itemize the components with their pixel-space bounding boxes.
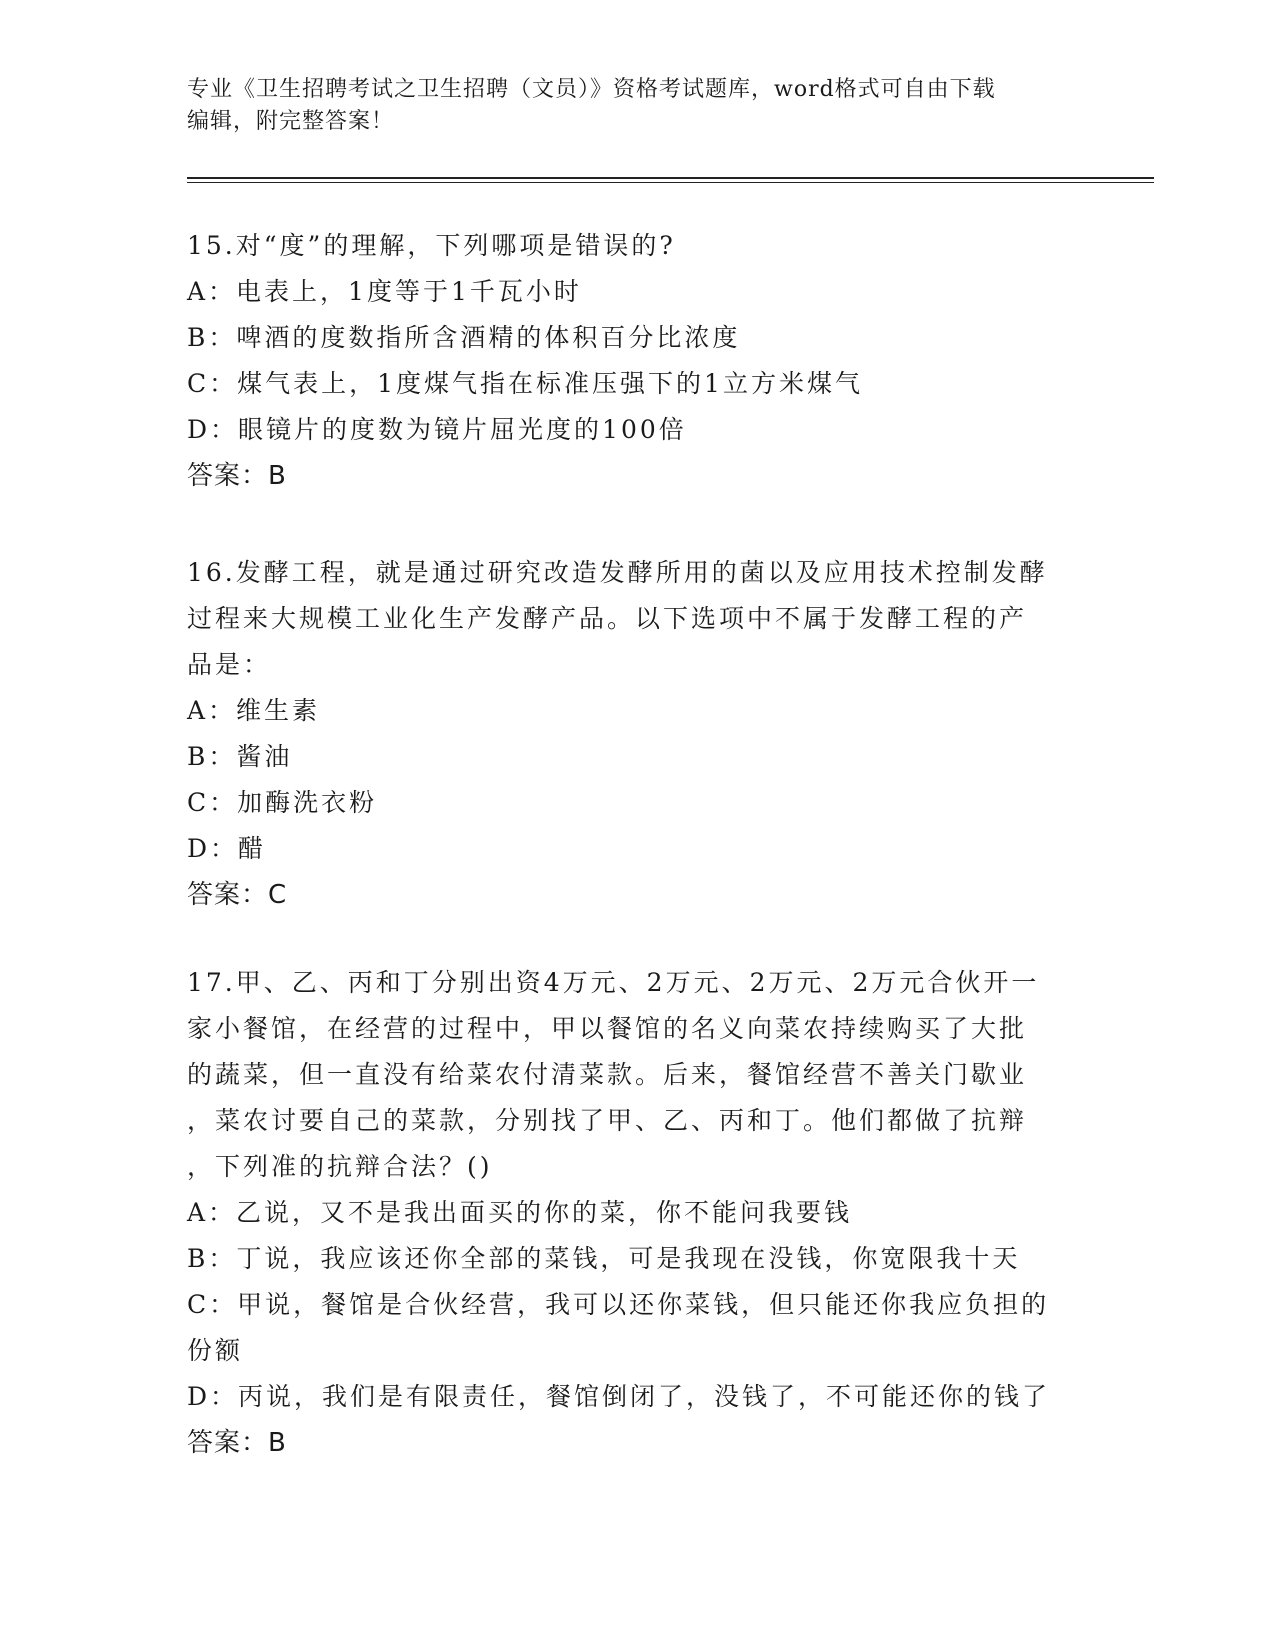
question-stem: 15.对“度”的理解，下列哪项是错误的? xyxy=(187,231,676,260)
header-divider xyxy=(187,177,1154,183)
option-c: C：甲说，餐馆是合伙经营，我可以还你菜钱，但只能还你我应负担的 xyxy=(187,1290,1050,1319)
option-b: B：啤酒的度数指所含酒精的体积百分比浓度 xyxy=(187,323,741,352)
question-stem-line: ，下列准的抗辩合法？() xyxy=(187,1152,493,1181)
option-c: C：加酶洗衣粉 xyxy=(187,788,378,817)
question-stem-line: 过程来大规模工业化生产发酵产品。以下选项中不属于发酵工程的产 xyxy=(187,604,1028,633)
option-d: D：醋 xyxy=(187,834,267,863)
question-15 xyxy=(187,223,1087,499)
question-17 xyxy=(187,960,1087,1466)
answer: 答案：C xyxy=(187,880,288,910)
option-b: B：丁说，我应该还你全部的菜钱，可是我现在没钱，你宽限我十天 xyxy=(187,1244,1021,1273)
answer: 答案：B xyxy=(187,1428,287,1458)
option-a: A：电表上，1度等于1千瓦小时 xyxy=(187,277,582,306)
option-c: C：煤气表上，1度煤气指在标准压强下的1立方米煤气 xyxy=(187,369,863,398)
answer: 答案：B xyxy=(187,461,287,491)
header-line-1: 专业《卫生招聘考试之卫生招聘（文员）》资格考试题库，word格式可自由下载 xyxy=(187,77,996,102)
question-stem-line: 17.甲、乙、丙和丁分别出资4万元、2万元、2万元、2万元合伙开一 xyxy=(187,968,1040,997)
option-c-continued: 份额 xyxy=(187,1336,244,1365)
question-stem-line: 品是： xyxy=(187,650,272,679)
option-d: D：眼镜片的度数为镜片屈光度的100倍 xyxy=(187,415,687,444)
option-b: B：酱油 xyxy=(187,742,293,771)
question-16 xyxy=(187,550,1087,918)
question-stem-line: ，菜农讨要自己的菜款，分别找了甲、乙、丙和丁。他们都做了抗辩 xyxy=(187,1106,1028,1135)
document-header xyxy=(187,74,1087,138)
question-stem-line: 16.发酵工程，就是通过研究改造发酵所用的菌以及应用技术控制发酵 xyxy=(187,558,1048,587)
question-stem-line: 家小餐馆，在经营的过程中，甲以餐馆的名义向菜农持续购买了大批 xyxy=(187,1014,1028,1043)
option-a: A：维生素 xyxy=(187,696,321,725)
option-d: D：丙说，我们是有限责任，餐馆倒闭了，没钱了，不可能还你的钱了 xyxy=(187,1382,1051,1411)
header-line-2: 编辑，附完整答案！ xyxy=(187,109,395,134)
option-a: A：乙说，又不是我出面买的你的菜，你不能问我要钱 xyxy=(187,1198,853,1227)
question-stem-line: 的蔬菜，但一直没有给菜农付清菜款。后来，餐馆经营不善关门歇业 xyxy=(187,1060,1028,1089)
